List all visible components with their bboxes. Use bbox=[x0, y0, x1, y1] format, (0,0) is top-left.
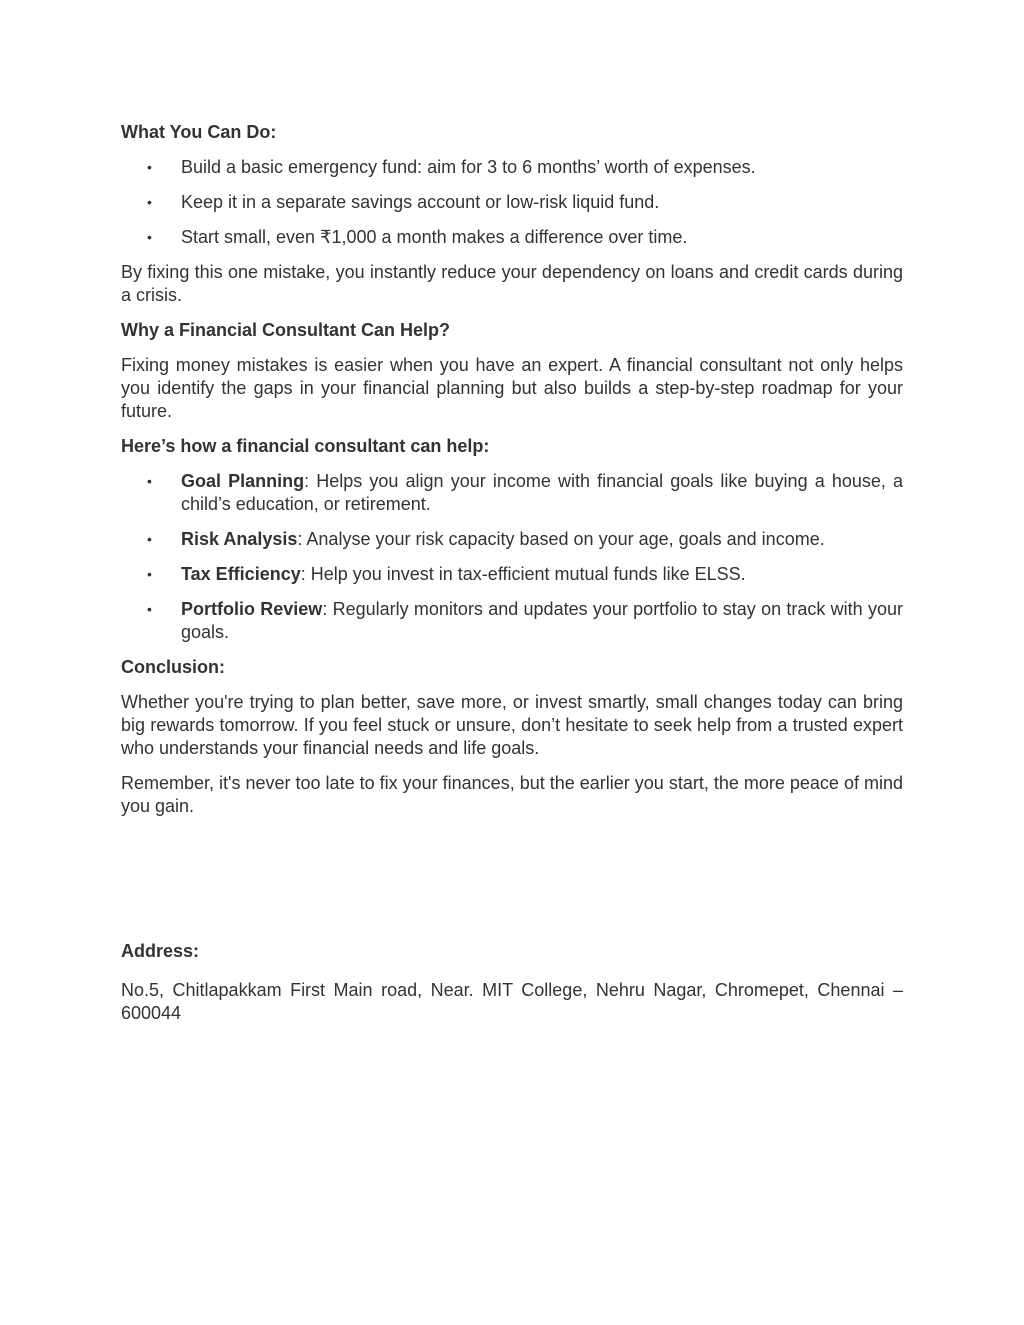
list-item bbox=[121, 226, 903, 249]
closing-paragraph: Remember, it's never too late to fix your finances, but the earlier you start, the more peace of mind you gain. bbox=[121, 773, 903, 816]
section-heading-how-consultant-helps: Here’s how a financial consultant can help: bbox=[121, 436, 490, 456]
list-item bbox=[121, 528, 903, 551]
list-item-text: Keep it in a separate savings account or low-risk liquid fund. bbox=[181, 192, 660, 212]
bullet-icon: • bbox=[147, 159, 152, 175]
bullet-icon: • bbox=[147, 473, 152, 489]
list-item-text: : Regularly monitors and updates your portfolio to stay on track with your goals. bbox=[181, 599, 903, 642]
list-item bbox=[121, 156, 903, 179]
bullet-icon: • bbox=[147, 531, 152, 547]
address-text: No.5, Chitlapakkam First Main road, Near. MIT College, Nehru Nagar, Chromepet, Chennai – 600044 bbox=[121, 980, 903, 1023]
consultant-intro-paragraph: Fixing money mistakes is easier when you have an expert. A financial consultant not only helps you identify the gaps in your financial planning but also builds a step-by-step roadmap for your future. bbox=[121, 355, 903, 421]
section-heading-what-you-can-do: What You Can Do: bbox=[121, 122, 277, 142]
list-item-text: Start small, even ₹1,000 a month makes a difference over time. bbox=[181, 227, 688, 247]
consultant-benefits-list bbox=[121, 470, 903, 644]
list-item-term: Goal Planning bbox=[181, 471, 305, 491]
bullet-icon: • bbox=[147, 194, 152, 210]
list-item-term: Tax Efficiency bbox=[181, 564, 301, 584]
section-heading-conclusion: Conclusion: bbox=[121, 657, 225, 677]
section-heading-address: Address: bbox=[121, 941, 200, 961]
blank-space bbox=[121, 830, 903, 940]
list-item bbox=[121, 470, 903, 516]
list-item-text: : Analyse your risk capacity based on your age, goals and income. bbox=[297, 529, 825, 549]
emergency-fund-list bbox=[121, 156, 903, 249]
list-item-term: Risk Analysis bbox=[181, 529, 298, 549]
list-item-term: Portfolio Review bbox=[181, 599, 323, 619]
fixing-mistake-paragraph: By fixing this one mistake, you instantly reduce your dependency on loans and credit cards during a crisis. bbox=[121, 262, 903, 305]
list-item-text: Build a basic emergency fund: aim for 3 to 6 months’ worth of expenses. bbox=[181, 157, 756, 177]
list-item-text: : Help you invest in tax-efficient mutual funds like ELSS. bbox=[300, 564, 746, 584]
bullet-icon: • bbox=[147, 229, 152, 245]
bullet-icon: • bbox=[147, 566, 152, 582]
section-heading-why-consultant: Why a Financial Consultant Can Help? bbox=[121, 320, 451, 340]
bullet-icon: • bbox=[147, 601, 152, 617]
list-item-text: : Helps you align your income with financial goals like buying a house, a child’s education, or retirement. bbox=[181, 471, 904, 514]
list-item bbox=[121, 191, 903, 214]
list-item bbox=[121, 598, 903, 644]
list-item bbox=[121, 563, 903, 586]
conclusion-paragraph: Whether you're trying to plan better, save more, or invest smartly, small changes today can bring big rewards tomorrow. If you feel stuck or unsure, don’t hesitate to seek help from a trusted expert who understands your financial needs and life goals. bbox=[121, 692, 903, 758]
document-page bbox=[121, 121, 903, 1037]
